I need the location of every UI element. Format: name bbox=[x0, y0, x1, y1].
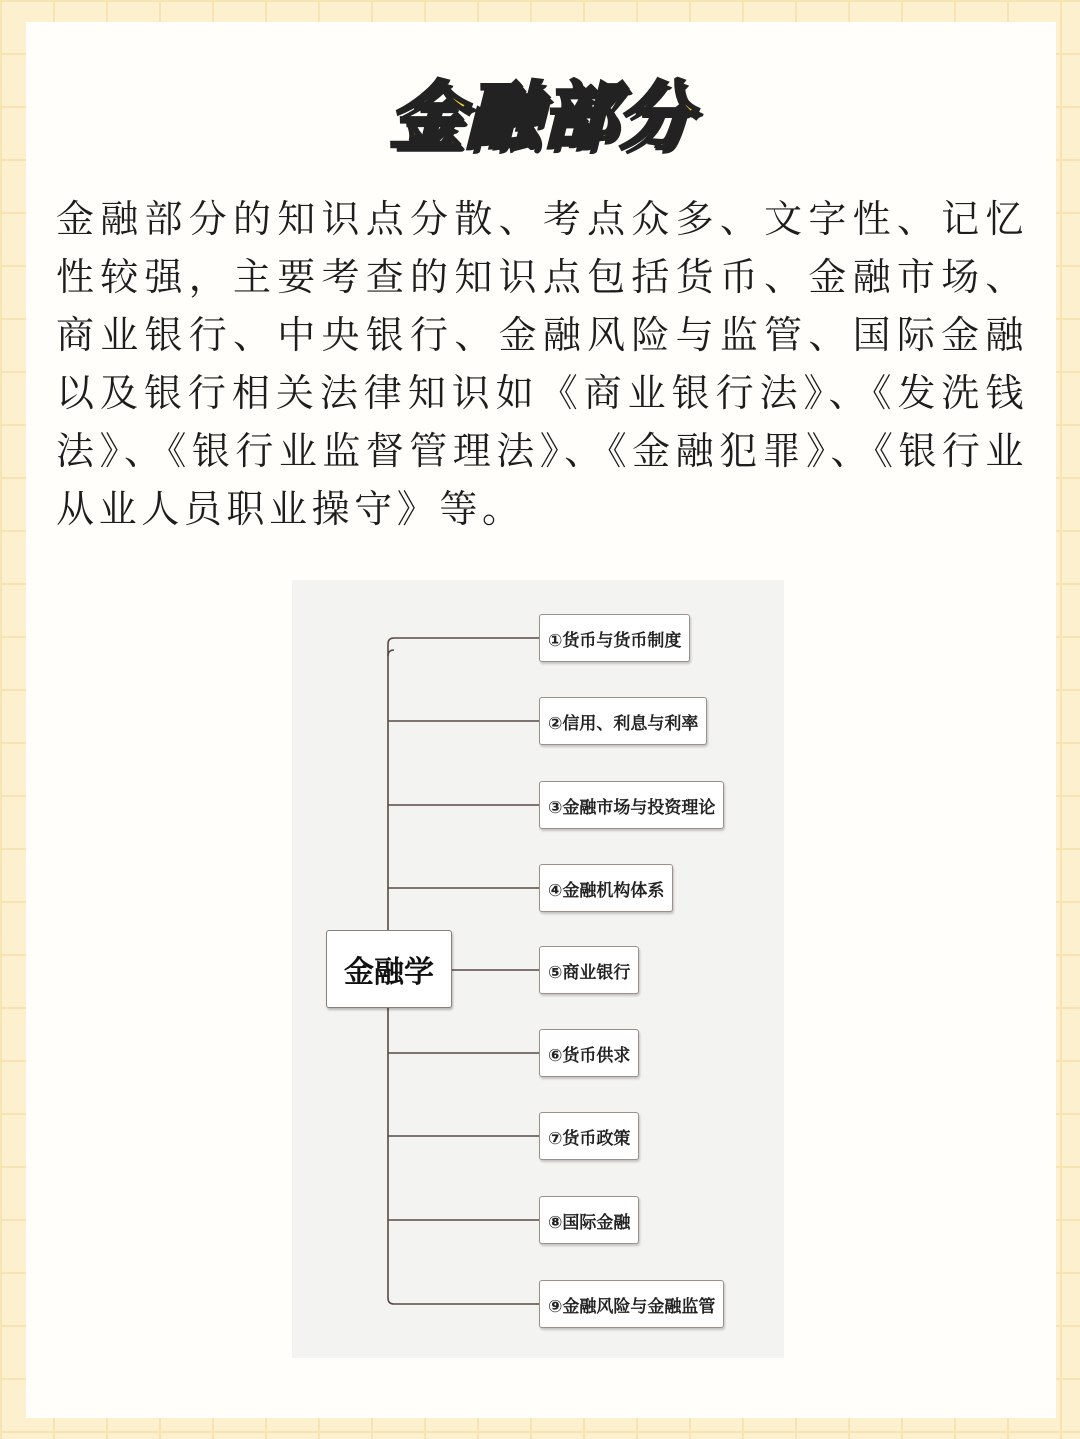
mindmap-branch-3: ③金融市场与投资理论 bbox=[539, 781, 724, 829]
page-title: 金融部分 bbox=[389, 74, 693, 160]
mindmap-image bbox=[292, 580, 784, 1358]
mindmap-root-node: 金融学 bbox=[326, 930, 452, 1008]
mindmap-branch-2: ②信用、利息与利率 bbox=[539, 697, 707, 745]
intro-paragraph: 金融部分的知识点分散、考点众多、文字性、记忆性较强，主要考查的知识点包括货币、金融市场、商业银行、中央银行、金融风险与监管、国际金融以及银行相关法律知识如《商业银行法》、《发洗钱法》、《银行业监督管理法》、《金融犯罪》、《银行业从业人员职业操守》等。 bbox=[56, 197, 1028, 531]
content-card bbox=[26, 22, 1056, 1418]
mindmap-branch-1: ①货币与货币制度 bbox=[539, 614, 690, 662]
mindmap-branch-4: ④金融机构体系 bbox=[539, 864, 673, 912]
mindmap-branch-8: ⑧国际金融 bbox=[539, 1196, 639, 1244]
mindmap-branch-7: ⑦货币政策 bbox=[539, 1112, 639, 1160]
mindmap-branch-6: ⑥货币供求 bbox=[539, 1029, 639, 1077]
mindmap-branch-5: ⑤商业银行 bbox=[539, 946, 639, 994]
mindmap-branch-9: ⑨金融风险与金融监管 bbox=[539, 1280, 724, 1328]
